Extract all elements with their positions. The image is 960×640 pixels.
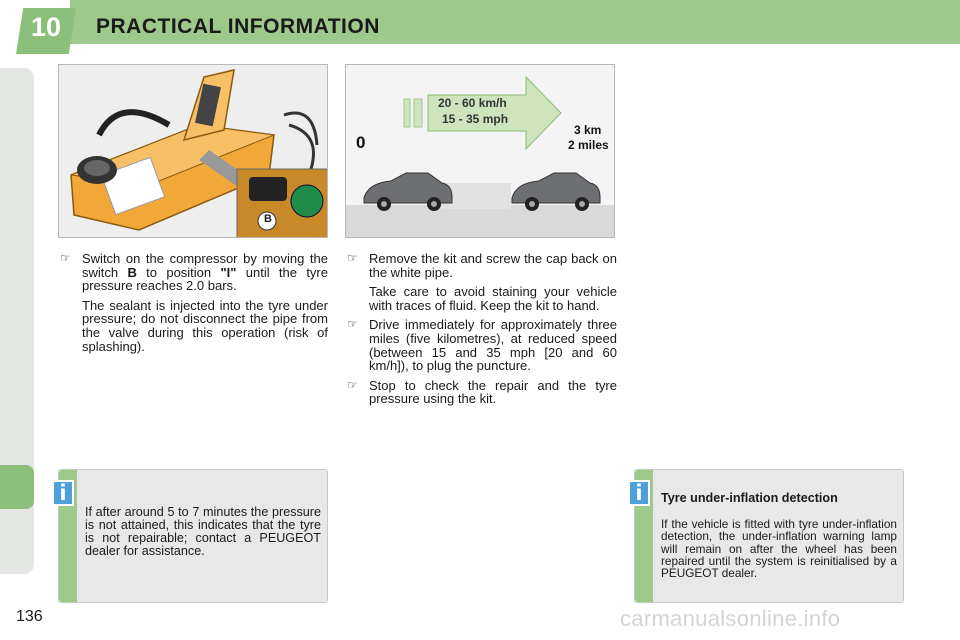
pointing-hand-icon: ☞ xyxy=(347,251,358,265)
paragraph: The sealant is injected into the tyre under pressure; do not disconnect the pipe from the valve during this operation (risk of splashing). xyxy=(82,297,328,354)
distance-km-label: 3 km xyxy=(574,123,602,137)
instructions-column-2 xyxy=(347,252,617,412)
info-box-tyre-detection xyxy=(634,469,904,603)
info-icon: i xyxy=(52,480,74,506)
speed-distance-illustration xyxy=(345,64,615,238)
info-box-title: Tyre under-inflation detection xyxy=(661,491,838,505)
start-label: 0 xyxy=(356,133,366,152)
watermark: carmanualsonline.info xyxy=(620,606,841,631)
instructions-column-1 xyxy=(60,252,328,359)
pointing-hand-icon: ☞ xyxy=(347,377,358,392)
compressor-kit-illustration xyxy=(58,64,328,238)
pointing-hand-icon: ☞ xyxy=(347,317,358,332)
page-number: 136 xyxy=(16,608,43,625)
pointing-hand-icon: ☞ xyxy=(60,251,71,265)
page-title: PRACTICAL INFORMATION xyxy=(96,15,380,38)
info-box-text: If the vehicle is fitted with tyre under-inflation detection, the under-inflation warning lamp will remain on after the wheel has been repaired until the system is reinitialised by a PEUGEOT dealer. xyxy=(661,517,897,581)
speed-mph-label: 15 - 35 mph xyxy=(442,112,509,126)
list-item: ☞ Stop to check the repair and the tyre pressure using the kit. xyxy=(347,377,617,407)
speed-kmh-label: 20 - 60 km/h xyxy=(438,96,507,110)
switch-label: B xyxy=(127,264,137,280)
side-strip-accent xyxy=(0,465,34,509)
info-icon: i xyxy=(628,480,650,506)
compressor-kit-drawing xyxy=(59,65,328,238)
list-item: ☞ Remove the kit and screw the cap back on the white pipe. xyxy=(347,251,617,280)
switch-callout-label: B xyxy=(264,213,272,225)
list-item: ☞ Drive immediately for approximately three miles (five kilometres), at reduced speed (between 15 and 35 mph [20 and 60 km/h]), to plug the puncture. xyxy=(347,317,617,374)
info-box-text: If after around 5 to 7 minutes the pressure is not attained, this indicates that the tyre is not repairable; contact a PEUGEOT dealer for assistance. xyxy=(85,505,321,558)
paragraph: Take care to avoid staining your vehicle with traces of fluid. Keep the kit to hand. xyxy=(369,284,617,313)
chapter-number: 10 xyxy=(30,12,62,42)
info-box-repair xyxy=(58,469,328,603)
list-item: ☞ Switch on the compressor by moving the switch B to position "I" until the tyre pressure reaches 2.0 bars. xyxy=(60,251,328,294)
position-label: "I" xyxy=(220,264,237,280)
distance-miles-label: 2 miles xyxy=(568,138,609,152)
